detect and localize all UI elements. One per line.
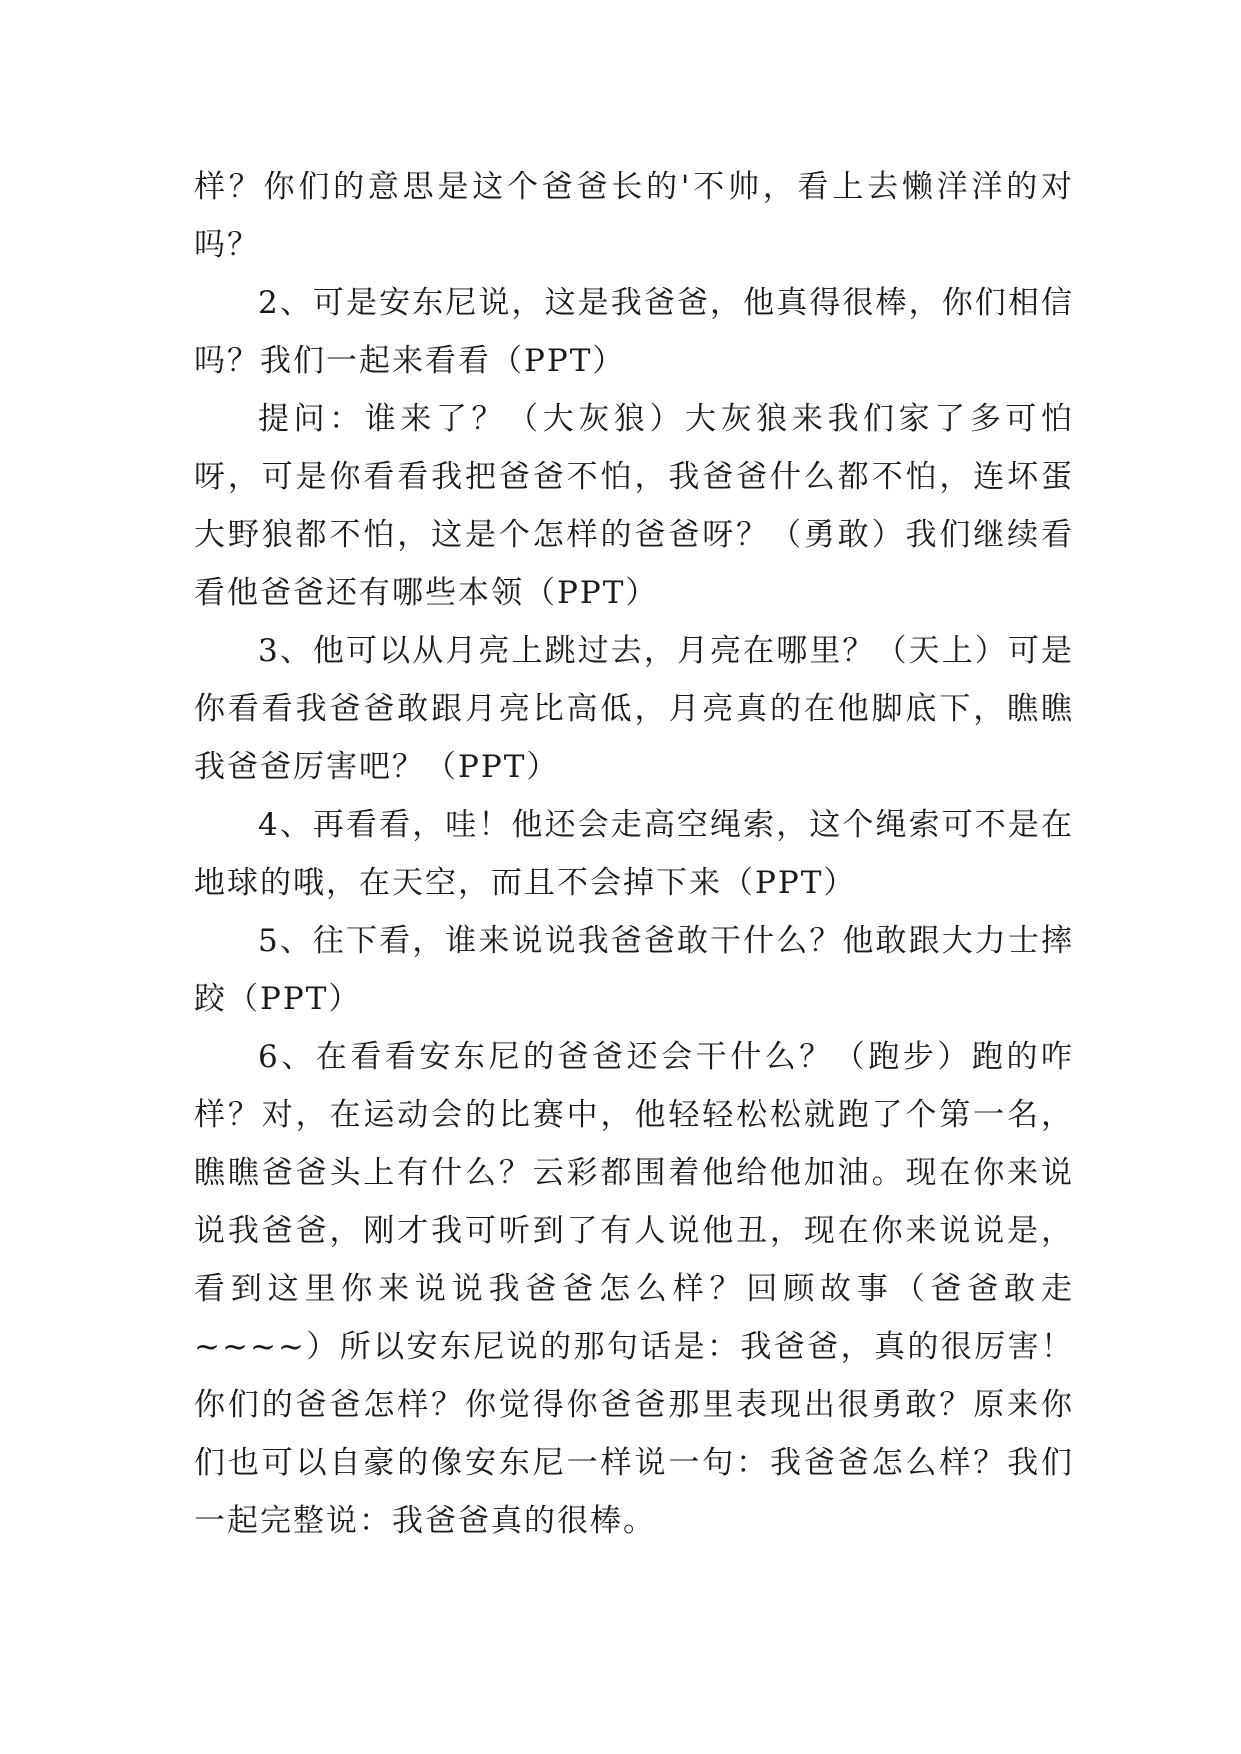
paragraph-2: 2、可是安东尼说，这是我爸爸，他真得很棒，你们相信吗？我们一起来看看（PPT） <box>194 285 1074 379</box>
paragraph-6: 5、往下看，谁来说说我爸爸敢干什么？他敢跟大力士摔跤（PPT） <box>194 923 1074 1017</box>
paragraph-4: 3、他可以从月亮上跳过去，月亮在哪里？（天上）可是你看看我爸爸敢跟月亮比高低，月亮真的在他脚底下，瞧瞧我爸爸厉害吧？（PPT） <box>194 633 1074 785</box>
paragraph-1: 样？你们的意思是这个爸爸长的'不帅，看上去懒洋洋的对吗？ <box>194 169 1074 263</box>
document-body <box>194 158 1074 1550</box>
paragraph-7: 6、在看看安东尼的爸爸还会干什么？（跑步）跑的咋样？对，在运动会的比赛中，他轻轻松松就跑了个第一名，瞧瞧爸爸头上有什么？云彩都围着他给他加油。现在你来说说我爸爸，刚才我可听到了有人说他丑，现在你来说说是，看到这里你来说说我爸爸怎么样？回顾故事（爸爸敢走~~~~）所以安东尼说的那句话是：我爸爸，真的很厉害！你们的爸爸怎样？你觉得你爸爸那里表现出很勇敢？原来你们也可以自豪的像安东尼一样说一句：我爸爸怎么样？我们一起完整说：我爸爸真的很棒。 <box>194 1039 1074 1539</box>
paragraph-3: 提问：谁来了？（大灰狼）大灰狼来我们家了多可怕呀，可是你看看我把爸爸不怕，我爸爸什么都不怕，连坏蛋大野狼都不怕，这是个怎样的爸爸呀？（勇敢）我们继续看看他爸爸还有哪些本领（PPT） <box>194 401 1074 611</box>
paragraph-5: 4、再看看，哇！他还会走高空绳索，这个绳索可不是在地球的哦，在天空，而且不会掉下来（PPT） <box>194 807 1074 901</box>
